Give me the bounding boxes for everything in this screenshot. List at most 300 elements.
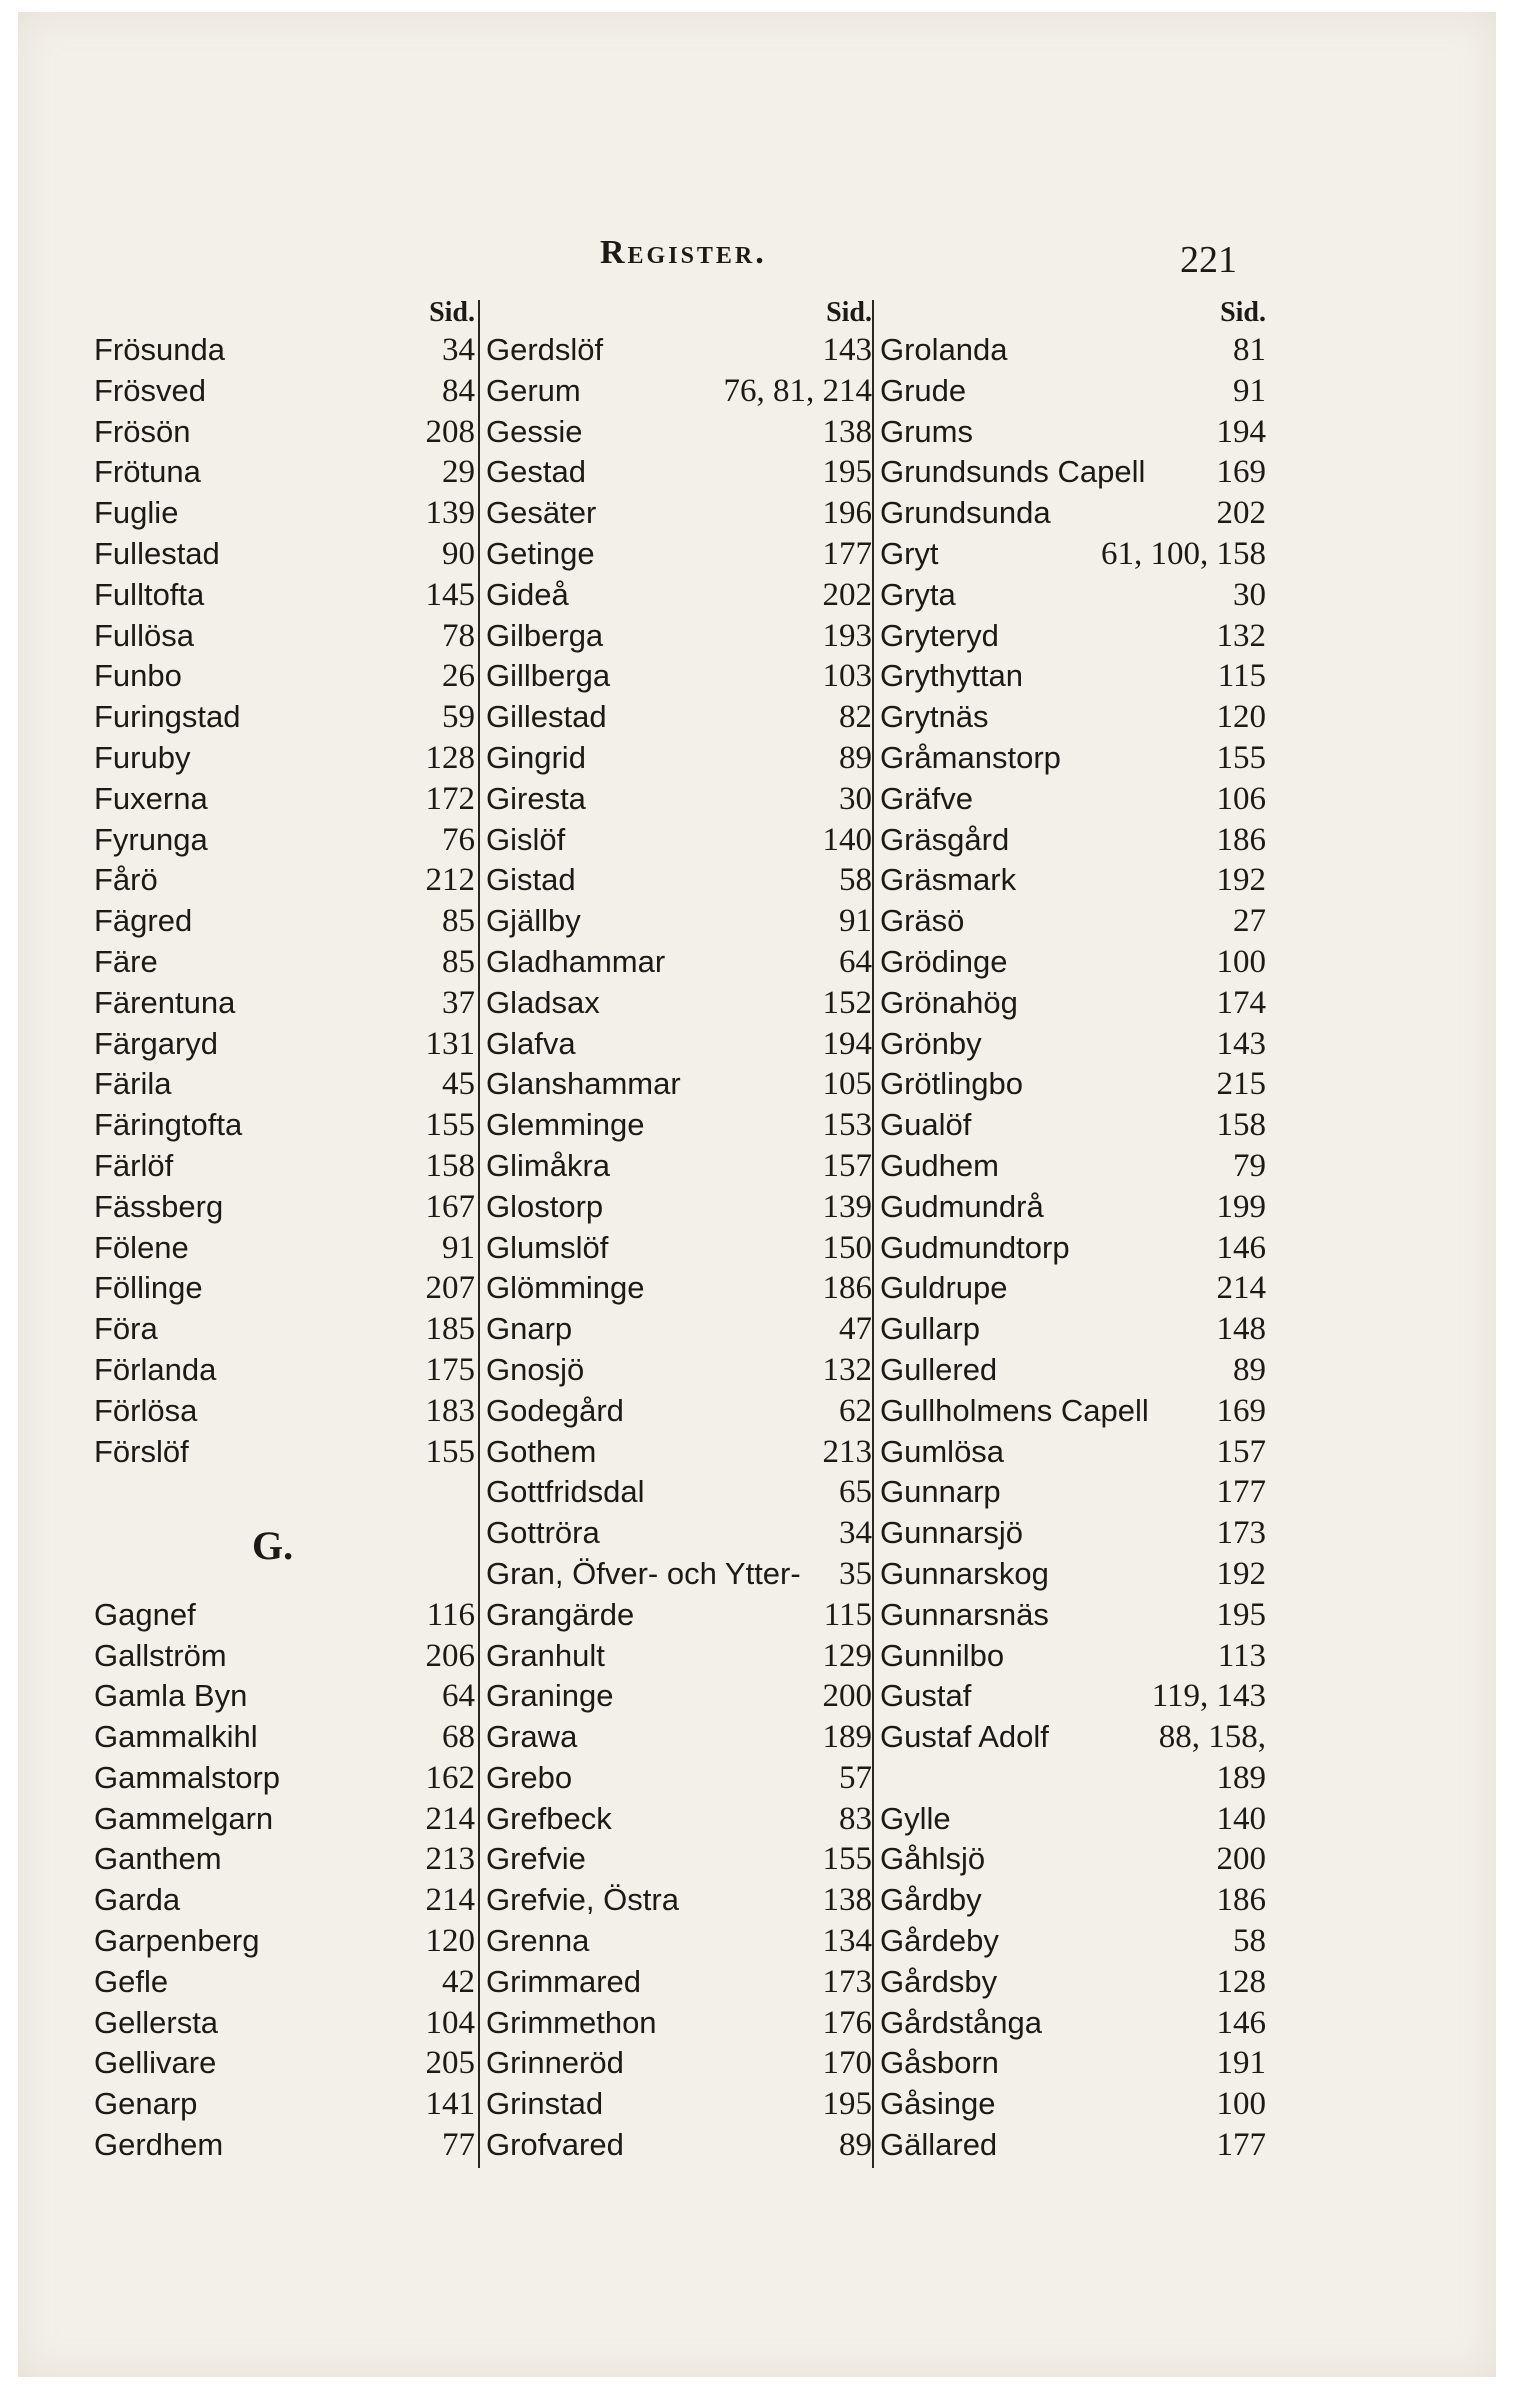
parish-name: Gryteryd (880, 617, 999, 653)
page-reference: 155 (425, 1433, 475, 1470)
page-reference: 27 (1233, 903, 1266, 940)
index-entry (90, 656, 475, 697)
page-reference: 146 (1216, 1229, 1266, 1266)
parish-name: Gellivare (94, 2045, 217, 2081)
index-entry (90, 1636, 475, 1677)
page-reference: 61, 100, 158 (1101, 535, 1266, 572)
page-reference: 162 (425, 1759, 475, 1796)
parish-name: Gårdeby (880, 1923, 999, 1959)
index-entry (482, 697, 872, 738)
index-entry (876, 860, 1266, 901)
parish-name: Giresta (486, 780, 586, 816)
index-column-2 (482, 296, 872, 2166)
index-entry (876, 1676, 1266, 1717)
sid-header: Sid. (429, 297, 475, 328)
parish-name: Gammalstorp (94, 1759, 281, 1795)
parish-name: Fullösa (94, 617, 194, 653)
parish-name: Grinstad (486, 2086, 604, 2122)
index-entry (482, 983, 872, 1024)
page-reference: 106 (1216, 780, 1266, 817)
parish-name: Garda (94, 1882, 181, 1918)
index-entry (876, 1309, 1266, 1350)
page-reference: 91 (442, 1229, 475, 1266)
page-reference: 153 (822, 1107, 872, 1144)
index-entry (90, 1758, 475, 1799)
parish-name: Gällared (880, 2127, 998, 2163)
parish-name: Glafva (486, 1025, 576, 1061)
page-reference: 214 (425, 1882, 475, 1919)
page-reference: 30 (839, 780, 872, 817)
page-reference: 29 (442, 454, 475, 491)
index-entry (876, 1880, 1266, 1921)
page-reference: 84 (442, 372, 475, 409)
parish-name: Gullholmens Capell (880, 1392, 1149, 1428)
index-entry (876, 942, 1266, 983)
parish-name: Gothem (486, 1433, 597, 1469)
page-reference: 202 (1216, 495, 1266, 532)
parish-name: Gislöf (486, 821, 566, 857)
index-entry (482, 1432, 872, 1473)
page-reference: 115 (823, 1596, 872, 1633)
page-title: Register. (600, 234, 767, 271)
page-reference: 186 (1216, 1882, 1266, 1919)
page-reference: 155 (822, 1841, 872, 1878)
parish-name: Graninge (486, 1678, 614, 1714)
parish-name: Gåsborn (880, 2045, 999, 2081)
index-entry (90, 2125, 475, 2166)
index-entry (90, 1921, 475, 1962)
page-reference: 173 (1216, 1515, 1266, 1552)
page-reference: 207 (425, 1270, 475, 1307)
parish-name: Gryt (880, 535, 939, 571)
sid-header: Sid. (1220, 297, 1266, 328)
index-entry (90, 697, 475, 738)
page-reference: 85 (442, 903, 475, 940)
page-reference: 100 (1216, 2086, 1266, 2123)
sid-header: Sid. (826, 297, 872, 328)
parish-name: Grundsunds Capell (880, 454, 1146, 490)
index-entry (90, 1717, 475, 1758)
page-reference: 76, 81, 214 (723, 372, 872, 409)
index-entry (90, 1064, 475, 1105)
index-entry (876, 2084, 1266, 2125)
parish-name: Godegård (486, 1392, 624, 1428)
parish-name: Förlösa (94, 1392, 198, 1428)
page-reference: 155 (425, 1107, 475, 1144)
page-reference: 57 (839, 1759, 872, 1796)
parish-name: Gumlösa (880, 1433, 1005, 1469)
page-reference: 47 (839, 1311, 872, 1348)
parish-name: Funbo (94, 658, 182, 694)
index-entry (876, 2003, 1266, 2044)
index-entry (90, 1024, 475, 1065)
index-entry (876, 656, 1266, 697)
index-entry (90, 1268, 475, 1309)
parish-name: Gunnarskog (880, 1555, 1049, 1591)
parish-name: Gingrid (486, 739, 586, 775)
parish-name: Föra (94, 1311, 158, 1347)
parish-name: Fårö (94, 862, 158, 898)
page-reference: 132 (822, 1351, 872, 1388)
page-reference: 113 (1217, 1637, 1266, 1674)
index-entry (876, 1717, 1266, 1758)
parish-name: Gefle (94, 1963, 169, 1999)
index-entry (482, 616, 872, 657)
index-entry (482, 1064, 872, 1105)
index-entry (876, 1472, 1266, 1513)
index-entry (876, 1513, 1266, 1554)
page-reference: 205 (425, 2045, 475, 2082)
parish-name: Färgaryd (94, 1025, 219, 1061)
parish-name: Gräsmark (880, 862, 1017, 898)
index-entry (482, 779, 872, 820)
parish-name: Fullestad (94, 535, 220, 571)
index-entry (482, 1799, 872, 1840)
page-reference: 140 (1216, 1800, 1266, 1837)
page-reference: 58 (839, 862, 872, 899)
page-reference: 100 (1216, 943, 1266, 980)
column-divider-2 (872, 300, 874, 2168)
page-reference: 128 (425, 739, 475, 776)
page-reference: 183 (425, 1392, 475, 1429)
section-letter-heading: G. (252, 1523, 294, 1568)
page-reference: 169 (1216, 1392, 1266, 1429)
parish-name: Grundsunda (880, 495, 1051, 531)
parish-name: Gamla Byn (94, 1678, 248, 1714)
parish-name: Gullarp (880, 1311, 980, 1347)
page-reference: 34 (442, 332, 475, 368)
page-reference: 139 (425, 495, 475, 532)
parish-name: Grawa (486, 1719, 578, 1755)
page-reference: 186 (1216, 821, 1266, 858)
page-reference: 157 (1216, 1433, 1266, 1470)
index-entry (90, 575, 475, 616)
parish-name: Gårdstånga (880, 2004, 1042, 2040)
index-entry (482, 1105, 872, 1146)
parish-name: Grude (880, 372, 967, 408)
page-reference: 177 (1216, 2127, 1266, 2164)
page-reference: 212 (425, 862, 475, 899)
page-reference: 91 (1233, 372, 1266, 409)
page-reference: 157 (822, 1147, 872, 1184)
parish-name: Fägred (94, 903, 193, 939)
index-entry (90, 779, 475, 820)
parish-name: Färe (94, 943, 158, 979)
index-entry (482, 575, 872, 616)
page-reference: 158 (425, 1147, 475, 1184)
index-entry (876, 1064, 1266, 1105)
parish-name: Föllinge (94, 1270, 203, 1306)
index-entry (482, 452, 872, 493)
parish-name: Frösunda (94, 332, 225, 367)
parish-name: Grythyttan (880, 658, 1023, 694)
index-entry (90, 493, 475, 534)
index-entry (482, 738, 872, 779)
index-entry (482, 1921, 872, 1962)
page-reference: 65 (839, 1474, 872, 1511)
page-number: 221 (1180, 239, 1237, 281)
parish-name: Gåhlsjö (880, 1841, 986, 1877)
index-entry (90, 860, 475, 901)
index-entry (482, 1187, 872, 1228)
page-reference: 208 (425, 413, 475, 450)
parish-name: Gräsgård (880, 821, 1010, 857)
page-reference: 192 (1216, 1555, 1266, 1592)
parish-name: Grönby (880, 1025, 982, 1061)
parish-name: Grenna (486, 1923, 590, 1959)
parish-name: Granhult (486, 1637, 605, 1673)
index-entry (90, 616, 475, 657)
page-reference: 158 (1216, 1107, 1266, 1144)
index-entry (482, 1268, 872, 1309)
parish-name: Gudhem (880, 1147, 999, 1183)
parish-name: Gessie (486, 413, 583, 449)
index-entry (876, 534, 1266, 575)
index-entry (482, 1880, 872, 1921)
page-reference: 132 (1216, 617, 1266, 654)
parish-name: Gladsax (486, 984, 600, 1020)
index-entry (876, 1758, 1266, 1799)
index-entry (876, 779, 1266, 820)
index-entry (482, 2003, 872, 2044)
parish-name: Gottfridsdal (486, 1474, 645, 1510)
index-entry (482, 2084, 872, 2125)
parish-name: Gladhammar (486, 943, 666, 979)
page-reference: 170 (822, 2045, 872, 2082)
index-entry (90, 1391, 475, 1432)
page-reference: 120 (425, 1923, 475, 1960)
page-reference: 140 (822, 821, 872, 858)
parish-name: Glumslöf (486, 1229, 609, 1265)
page-reference: 34 (839, 1515, 872, 1552)
page-reference: 138 (822, 413, 872, 450)
page-reference: 206 (425, 1637, 475, 1674)
parish-name: Grebo (486, 1759, 573, 1795)
index-entry (90, 1187, 475, 1228)
index-entry (90, 942, 475, 983)
index-entry (876, 697, 1266, 738)
page-reference: 186 (822, 1270, 872, 1307)
parish-name: Färentuna (94, 984, 236, 1020)
parish-name: Fuglie (94, 495, 179, 531)
page-reference: 120 (1216, 699, 1266, 736)
parish-name: Gunnarsjö (880, 1515, 1024, 1551)
page-reference: 35 (839, 1555, 872, 1592)
page-reference: 192 (1216, 862, 1266, 899)
parish-name: Gylle (880, 1800, 951, 1836)
index-entry (876, 1595, 1266, 1636)
index-entry (90, 371, 475, 412)
page-reference: 88, 158, (1158, 1719, 1266, 1756)
parish-name: Grefvie (486, 1841, 586, 1877)
page-reference: 195 (1216, 1596, 1266, 1633)
page-reference: 90 (442, 535, 475, 572)
page-reference: 215 (1216, 1066, 1266, 1103)
parish-name: Fölene (94, 1229, 189, 1265)
index-entry (482, 1146, 872, 1187)
column-divider-1 (478, 300, 480, 2168)
parish-name: Grötlingbo (880, 1066, 1024, 1102)
index-entry (876, 1105, 1266, 1146)
index-entry (90, 1309, 475, 1350)
parish-name: Grödinge (880, 943, 1008, 979)
index-entry (482, 534, 872, 575)
page-reference: 213 (425, 1841, 475, 1878)
page-reference: 62 (839, 1392, 872, 1429)
page-reference: 155 (1216, 739, 1266, 776)
index-entry (876, 1432, 1266, 1473)
index-entry (876, 901, 1266, 942)
index-entry (90, 738, 475, 779)
page-reference: 78 (442, 617, 475, 654)
page-reference: 195 (822, 2086, 872, 2123)
parish-name: Gudmundrå (880, 1188, 1044, 1224)
page-reference: 116 (426, 1596, 475, 1633)
parish-name: Gillberga (486, 658, 611, 694)
page-reference: 191 (1216, 2045, 1266, 2082)
index-entry (876, 1391, 1266, 1432)
parish-name: Gustaf (880, 1678, 972, 1714)
page-reference: 189 (1216, 1759, 1266, 1796)
parish-name: Gunnarp (880, 1474, 1001, 1510)
index-entry (90, 901, 475, 942)
page-reference: 45 (442, 1066, 475, 1103)
page-reference: 115 (1217, 658, 1266, 695)
index-entry (876, 1839, 1266, 1880)
page-reference: 148 (1216, 1311, 1266, 1348)
column-1-f-entries (90, 330, 475, 1472)
parish-name: Frösön (94, 413, 191, 449)
index-entry (876, 1024, 1266, 1065)
page-reference: 176 (822, 2004, 872, 2041)
parish-name: Fyrunga (94, 821, 208, 857)
page-reference: 172 (425, 780, 475, 817)
page-reference: 91 (839, 903, 872, 940)
index-entry (90, 1839, 475, 1880)
index-entry (876, 330, 1266, 371)
parish-name: Gustaf Adolf (880, 1719, 1049, 1755)
page-reference: 145 (425, 576, 475, 613)
index-entry (876, 2043, 1266, 2084)
index-entry (482, 1309, 872, 1350)
index-entry (482, 412, 872, 453)
parish-name: Gräsö (880, 903, 965, 939)
parish-name: Gistad (486, 862, 576, 898)
page-reference: 200 (822, 1678, 872, 1715)
index-entry (482, 1839, 872, 1880)
index-entry (90, 1962, 475, 2003)
page-reference: 202 (822, 576, 872, 613)
page-reference: 177 (1216, 1474, 1266, 1511)
page-reference: 81 (1233, 332, 1266, 368)
parish-name: Fässberg (94, 1188, 224, 1224)
blank-row (90, 1472, 475, 1513)
parish-name: Frösved (94, 372, 206, 408)
page-reference: 64 (442, 1678, 475, 1715)
parish-name: Gerdhem (94, 2127, 224, 2163)
index-entry (876, 616, 1266, 657)
parish-name: Gesäter (486, 495, 597, 531)
index-entry (482, 1636, 872, 1677)
column-2-entries (482, 330, 872, 2166)
parish-name: Gråmanstorp (880, 739, 1061, 775)
page-reference: 146 (1216, 2004, 1266, 2041)
index-entry (876, 1799, 1266, 1840)
page-reference: 79 (1233, 1147, 1266, 1184)
index-entry (482, 1554, 872, 1595)
page-reference: 104 (425, 2004, 475, 2041)
index-entry (90, 1799, 475, 1840)
index-entry (90, 1595, 475, 1636)
index-entry (90, 820, 475, 861)
parish-name: Grofvared (486, 2127, 624, 2163)
parish-name: Glemminge (486, 1107, 645, 1143)
parish-name: Grinneröd (486, 2045, 624, 2081)
page-reference: 89 (1233, 1351, 1266, 1388)
parish-name: Färila (94, 1066, 172, 1102)
index-entry (876, 1636, 1266, 1677)
parish-name: Gårdsby (880, 1963, 998, 1999)
parish-name: Gunnarsnäs (880, 1596, 1049, 1632)
index-entry (482, 942, 872, 983)
parish-name: Gilberga (486, 617, 604, 653)
index-entry (482, 371, 872, 412)
parish-name: Gåsinge (880, 2086, 996, 2122)
page-reference: 138 (822, 1882, 872, 1919)
parish-name: Gammelgarn (94, 1800, 274, 1836)
page-reference: 129 (822, 1637, 872, 1674)
parish-name: Gudmundtorp (880, 1229, 1070, 1265)
index-entry (90, 1228, 475, 1269)
parish-name: Gran, Öfver- och Ytter- (486, 1555, 801, 1591)
page-reference: 143 (1216, 1025, 1266, 1062)
page-reference: 139 (822, 1188, 872, 1225)
index-entry (482, 860, 872, 901)
index-entry (482, 1472, 872, 1513)
index-entry (90, 1146, 475, 1187)
parish-name: Grolanda (880, 332, 1008, 367)
index-entry (90, 2003, 475, 2044)
index-entry (482, 1595, 872, 1636)
parish-name: Gnosjö (486, 1351, 585, 1387)
index-entry (876, 493, 1266, 534)
page-reference: 143 (822, 332, 872, 368)
parish-name: Gryta (880, 576, 956, 612)
parish-name: Gideå (486, 576, 569, 612)
index-entry (482, 493, 872, 534)
parish-name: Gullered (880, 1351, 998, 1387)
index-entry (90, 412, 475, 453)
index-entry (876, 1921, 1266, 1962)
page-reference: 89 (839, 2127, 872, 2164)
parish-name: Fulltofta (94, 576, 205, 612)
parish-name: Gestad (486, 454, 586, 490)
index-entry (876, 1146, 1266, 1187)
index-entry (90, 452, 475, 493)
page-reference: 169 (1216, 454, 1266, 491)
page-reference: 134 (822, 1923, 872, 1960)
page-reference: 213 (822, 1433, 872, 1470)
index-entry (90, 2043, 475, 2084)
column-3-entries (876, 330, 1266, 2166)
parish-name: Glanshammar (486, 1066, 681, 1102)
page-reference: 131 (425, 1025, 475, 1062)
page-reference: 26 (442, 658, 475, 695)
page-reference: 37 (442, 984, 475, 1021)
index-entry (876, 820, 1266, 861)
parish-name: Genarp (94, 2086, 198, 2122)
index-entry (876, 1268, 1266, 1309)
